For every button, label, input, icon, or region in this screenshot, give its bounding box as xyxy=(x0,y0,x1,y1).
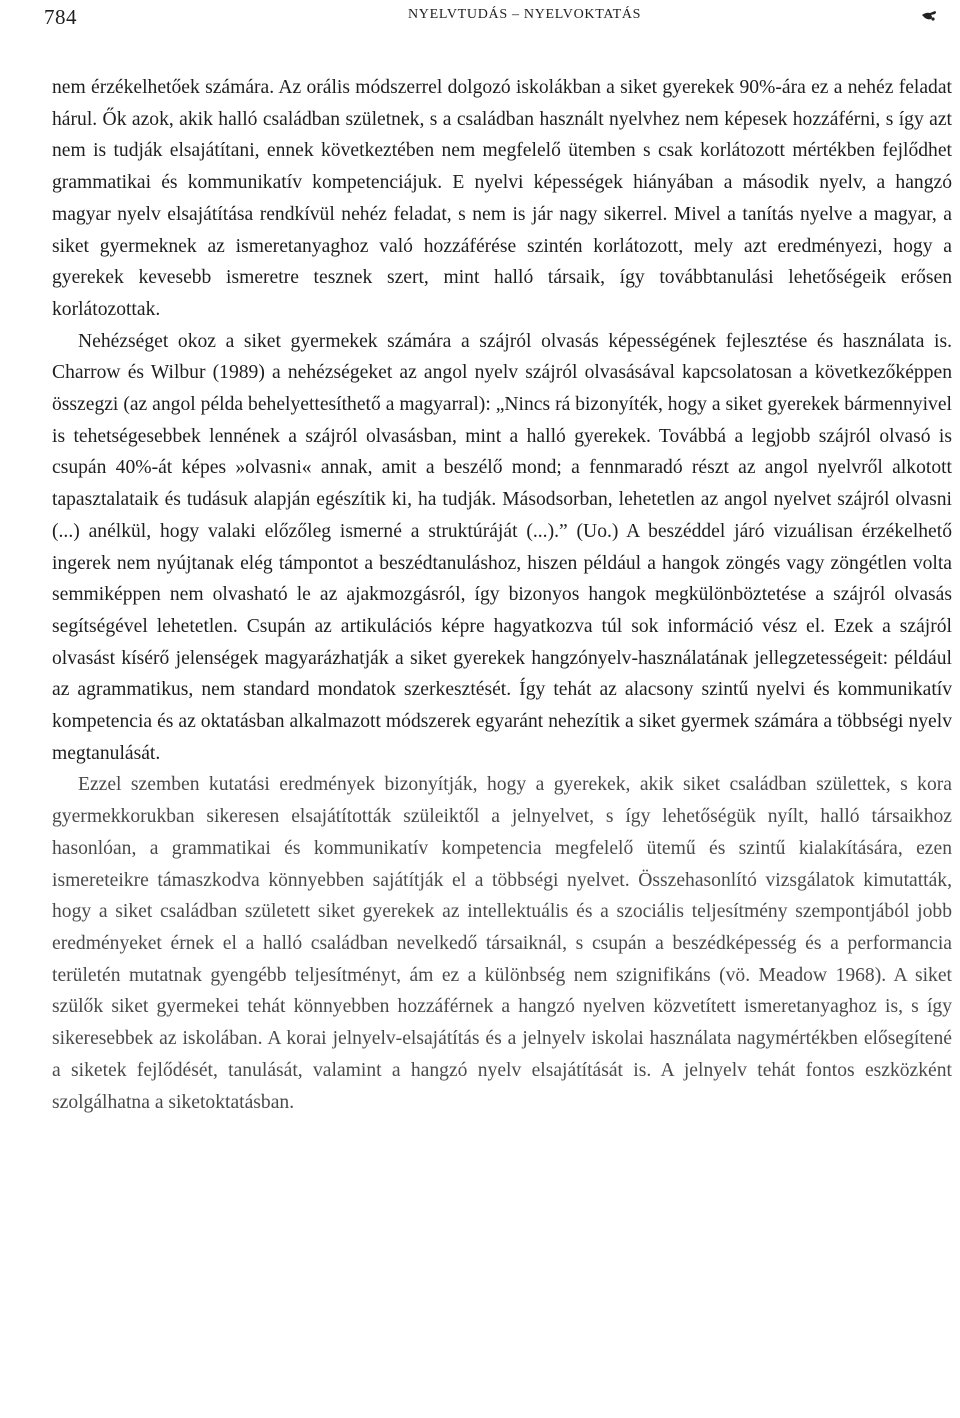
paragraph: nem érzékelhetőek számára. Az orális módszerrel dolgozó iskolákban a siket gyerekek 90%-ára ez a nehéz feladat hárul. Ők azok, akik halló családban születnek, s a családban használt nyelvhez nem képesek hozzáférni, s így azt nem is tudják elsajátítani, ennek következtében nem megfelelő ütemben s csak korlátozott mértékben fejlődhet grammatikai és kommunikatív kompetenciájuk. E nyelvi képességek hiányában a második nyelv, a hangzó magyar nyelv elsajátítása rendkívül nehéz feladat, s nem is jár nagy sikerrel. Mivel a tanítás nyelve a magyar, a siket gyermeknek az ismeretanyaghoz való hozzáférése szintén korlátozott, mely azt eredményezi, hogy a gyerekek kevesebb ismeretre tesznek szert, mint halló társaik, így továbbtanulási lehetőségeik erősen korlátozottak. xyxy=(52,77,952,320)
paragraph: Nehézséget okoz a siket gyermekek számára a szájról olvasás képességének fejlesztése és használata is. Charrow és Wilbur (1989) a nehézségeket az angol nyelv szájról olvasásával kapcsolatosan a következőképpen összegzi (az angol példa behelyettesíthető a magyarral): „Nincs rá bizonyíték, hogy a siket gyerekek bármennyivel is tehetségesebbek lennének a szájról olvasásban, mint a halló gyerekek. Továbbá a legjobb szájról olvasó is csupán 40%-át képes »olvasni« annak, amit a beszélő mond; a fennmaradó részt az angol nyelvről alkotott tapasztalataik és tudásuk alapján egészítik ki, ha tudják. Másodsorban, lehetetlen az angol nyelvet szájról olvasni (...) anélkül, hogy valaki előzőleg ismerné a struktúráját (...).” (Uo.) A beszéddel járó vizuálisan érzékelhető ingerek nem nyújtanak elég támpontot a beszédtanuláshoz, hiszen például a hangok zöngés vagy zöngétlen volta semmiképpen nem olvasható le az ajakmozgásról, így bizonyos hangok megkülönböztetése a szájról olvasás segítségével lehetetlen. Csupán az artikulációs képre hagyatkozva túl sok információ vész el. Ezek a szájról olvasást kísérő jelenségek magyarázhatják a siket gyerekek hangzónyelv-használatának jellegzetességeit: például az agrammatikus, nem standard mondatok szerkesztését. Így tehát az alacsony szintű nyelvi és kommunikatív kompetencia és az oktatásban alkalmazott módszerek egyaránt nehezítik a siket gyermek számára a többségi nyelv megtanulását. xyxy=(52,330,952,764)
hand-ornament-icon xyxy=(920,6,938,24)
body-text xyxy=(52,72,952,1118)
running-title: NYELVTUDÁS – NYELVOKTATÁS xyxy=(408,7,642,22)
paragraph: Ezzel szemben kutatási eredmények bizonyítják, hogy a gyerekek, akik siket családban születtek, s kora gyermekkorukban sikeresen elsajátították szüleiktől a jelnyelvet, s így lehetőségük nyílt, halló társaikhoz hasonlóan, a grammatikai és kommunikatív kompetencia megfelelő ütemű és szintű kialakítására, ezen ismereteikre támaszkodva könnyebben sajátítják el a többségi nyelvet. Összehasonlító vizsgálatok kimutatták, hogy a siket családban született siket gyerekek az intellektuális és a szociális teljesítmény szempontjából jobb eredményeket érnek el a halló családban nevelkedő társaiknál, s csupán a beszédképesség és a performancia területén mutatnak gyengébb teljesítményt, ám ez a különbség nem szignifikáns (vö. Meadow 1968). A siket szülők siket gyermekei tehát könnyebben hozzáférnek a hangzó nyelven közvetített ismeretanyaghoz is, s így sikeresebbek az iskolában. A korai jelnyelv-elsajátítás és a jelnyelv iskolai használata nagymértékben elősegítené a siketek fejlődését, tanulását, valamint a hangzó nyelv elsajátítását is. A jelnyelv tehát fontos eszközként szolgálhatna a siketoktatásban. xyxy=(52,774,952,1113)
page-number: 784 xyxy=(44,4,77,29)
page-header xyxy=(44,4,948,30)
